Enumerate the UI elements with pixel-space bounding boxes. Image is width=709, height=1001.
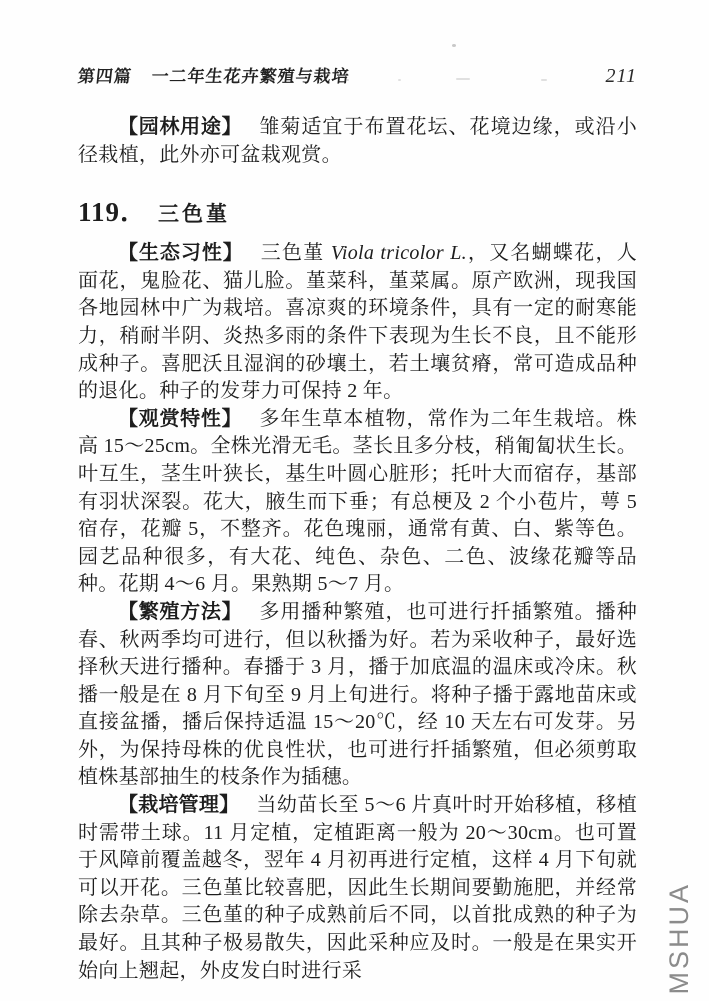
section-number: 119． [78,197,149,228]
ornamental-text: 多年生草本植物，常作为二年生栽培。株高 15～25cm。全株光滑无毛。茎长且多分枝，稍匍匐状生长。叶互生，茎生叶狭长，基生叶圆心脏形；托叶大而宿存，基部有羽状深裂。花大，腋生而下垂；有总梗及 2 个小苞片，萼 5 宿存，花瓣 5，不整齐。花色瑰丽，通常有黄、白、紫等色。园艺品种很多，有大花、纯色、杂色、二色、波缘花瓣等品种。花期 4～6 月。果熟期 5～7 月。 [78,407,638,596]
scan-artifact-dot [452,44,456,47]
paragraph-ecology [78,240,637,406]
propagation-text: 多用播种繁殖，也可进行扦插繁殖。播种春、秋两季均可进行，但以秋播为好。若为采收种子，最好选择秋天进行播种。春播于 3 月，播于加底温的温床或冷床。秋播一般是在 8 月下旬至 9 月上旬进行。将种子播于露地苗床或直接盆播，播后保持适温 15～20℃，经 10 天左右可发芽。另外，为保持母株的优良性状，也可进行扦插繁殖，但必须剪取植株基部抽生的枝条作为插穗。 [78,600,638,789]
scan-artifact-dash [541,79,547,81]
scan-artifact-speck [346,79,349,81]
ecology-label: 【生态习性】 [118,242,244,265]
ornamental-label: 【观赏特性】 [118,407,243,430]
section-title [78,190,637,229]
part-label: 第四篇 [76,67,133,86]
running-title [77,62,351,87]
cultivation-text: 当幼苗长至 5～6 片真叶时开始移植，移植时需带土球。11 月定植，定植距离一般为 20～30cm。也可置于风障前覆盖越冬，翌年 4 月初再进行定植，这样 4 月下旬就可以开花。三色堇比较喜肥，因此生长期间要勤施肥，并经常除去杂草。三色堇的种子成熟前后不同，以首批成熟的种子为最好。且其种子极易散失，因此采种应及时。一般是在果实开始向上翘起，外皮发白时进行采 [78,794,637,982]
garden-use-label: 【园林用途】 [118,116,243,138]
latin-species-name: Viola tricolor L. [330,242,467,265]
scan-artifact-dash [456,78,470,80]
paragraph-ornamental [78,406,637,599]
propagation-label: 【繁殖方法】 [118,600,243,623]
garden-use-text: 雏菊适宜于布置花坛、花境边缘，或沿小径栽植，此外亦可盆栽观赏。 [78,116,638,166]
book-title: 一二年生花卉繁殖与栽培 [150,67,351,86]
watermark-mshua: MSHUA [664,882,694,995]
scan-artifact-speck [398,79,401,81]
paragraph-cultivation [78,792,637,985]
page-number: 211 [605,65,637,87]
cultivation-label: 【栽培管理】 [118,794,240,817]
ecology-text: ，又名蝴蝶花，人面花，鬼脸花、猫儿脸。堇菜科，堇菜属。原产欧洲，现我国各地园林中广为栽培。喜凉爽的环境条件，具有一定的耐寒能力，稍耐半阴、炎热多雨的条件下表现为生长不良，且不能形成种子。喜肥沃且湿润的砂壤土，若土壤贫瘠，常可造成品种的退化。种子的发芽力可保持 2 年。 [78,242,638,403]
ecology-lead: 三色堇 [260,242,331,265]
page-body [78,114,637,985]
paragraph-propagation [78,599,637,792]
page-header [78,62,637,88]
paragraph-garden-use [78,114,637,169]
section-name: 三色堇 [158,203,231,227]
